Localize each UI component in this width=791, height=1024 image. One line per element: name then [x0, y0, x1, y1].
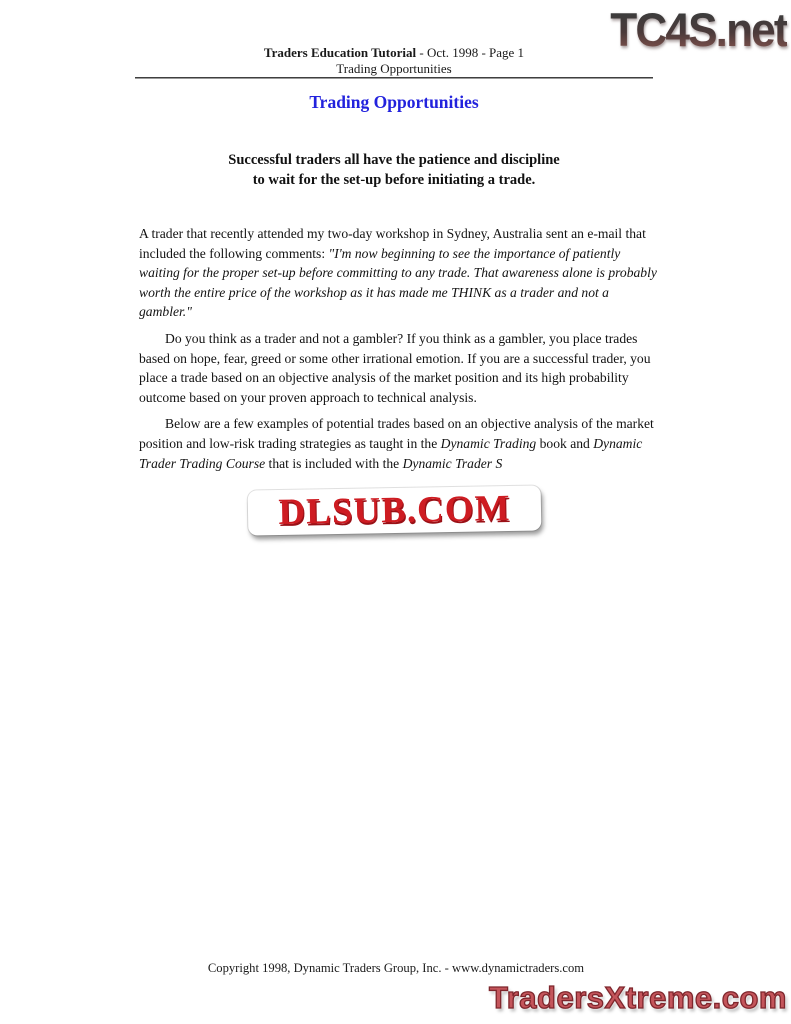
text-run-book-title: Dynamic Trading	[440, 435, 537, 451]
header-line-1	[135, 45, 653, 61]
text-run-course-title: Dynamic Trader Trading Course	[139, 435, 643, 471]
lead-statement	[135, 150, 653, 190]
paragraph-1	[139, 224, 659, 322]
body-text	[139, 224, 659, 473]
paragraph-3	[139, 414, 659, 473]
lead-line-1: Successful traders all have the patience and discipline	[228, 152, 560, 168]
text-run-quote: "I'm now beginning to see the importance of patiently waiting for the proper set-up before committing to any trade. That awareness alone is probably worth the entire price of the workshop as it has made me THINK as a trader and not a gambler."	[139, 245, 657, 320]
header-title: Traders Education Tutorial	[263, 45, 417, 60]
dlsub-watermark-text: DLSUB.COM	[278, 487, 511, 534]
paragraph-2: Do you think as a trader and not a gambler? If you think as a gambler, you place trades based on hope, fear, greed or some other irrational emotion. If you are a successful trader, you place a trade based on an objective analysis of the market position and its high probability outcome based on your proven approach to technical analysis.	[139, 330, 651, 405]
tradersxtreme-logo: TradersXtreme.com	[489, 980, 787, 1015]
text-run: book and	[536, 435, 594, 451]
dlsub-watermark	[248, 485, 542, 535]
tc4s-logo: TC4S.net	[610, 3, 787, 56]
text-run-software-title: Dynamic Trader S	[402, 455, 503, 471]
text-run: A trader that recently attended my two-day workshop in Sydney, Australia sent an e-mail that included the following comments:	[139, 226, 646, 261]
header-subtitle: Trading Opportunities	[336, 60, 452, 76]
text-run: Below are a few examples of potential trades based on an objective analysis of the market position and low-risk trading strategies as taught in the	[139, 416, 654, 451]
text-run: that is included with the	[265, 455, 403, 471]
page-title: Trading Opportunities	[309, 92, 479, 112]
header-meta: - Oct. 1998 - Page 1	[416, 45, 525, 60]
lead-line-2: to wait for the set-up before initiating a trade.	[252, 172, 536, 188]
page-header	[135, 45, 653, 76]
header-divider	[135, 77, 653, 78]
copyright-line: Copyright 1998, Dynamic Traders Group, Inc. - www.dynamictraders.com	[207, 961, 585, 975]
